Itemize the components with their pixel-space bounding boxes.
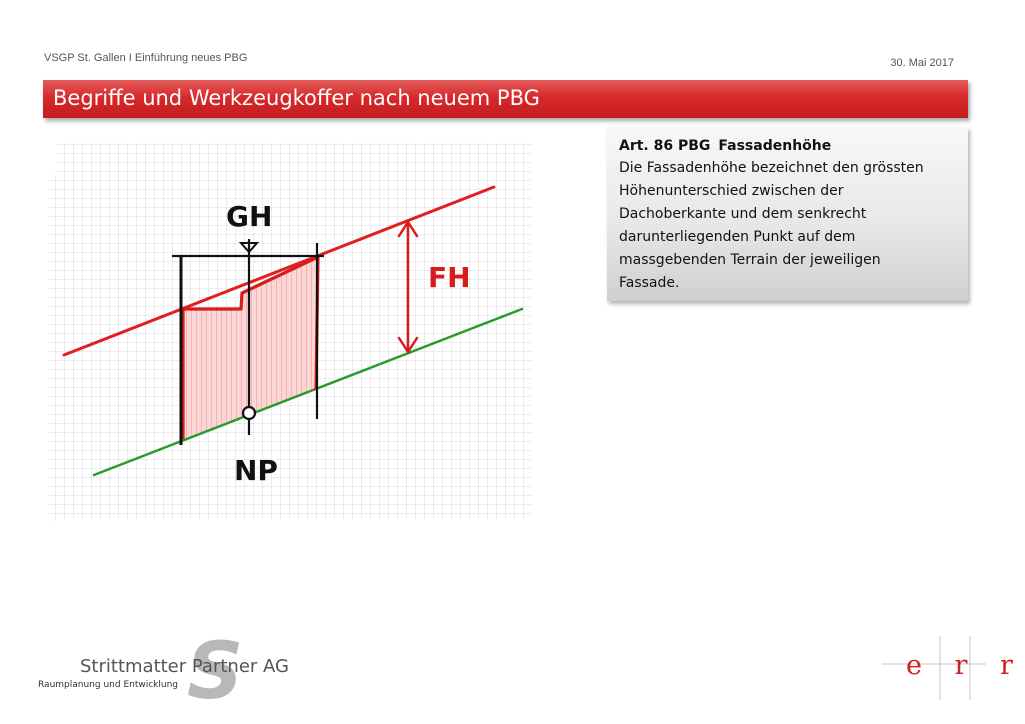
definition-line: Fassade. [619,275,680,291]
label-gh: GH [226,200,273,233]
term-name: Fassadenhöhe [718,138,832,154]
definition-title [619,135,958,157]
definition-line: massgebenden Terrain der jeweiligen [619,252,881,268]
company-name: Strittmatter Partner AG [80,656,289,677]
label-np: NP [234,454,278,487]
facade-height-sketch [46,135,536,525]
article-number: Art. 86 PBG [619,138,711,154]
grid-paper-left-strip [48,175,58,521]
title-bar [43,80,968,118]
definition-text [619,157,958,295]
definition-line: Höhenunterschied zwischen der [619,183,844,199]
sketch-svg [46,135,536,525]
definition-line: darunterliegenden Punkt auf dem [619,229,856,245]
definition-box [607,127,968,301]
err-logo-text: e r r [906,650,1025,681]
company-subtitle: Raumplanung und Entwicklung [38,680,179,690]
definition-line: Die Fassadenhöhe bezeichnet den grössten [619,160,924,176]
definition-line: Dachoberkante und dem senkrecht [619,206,867,222]
header-date: 30. Mai 2017 [890,57,954,69]
header-presentation-title: VSGP St. Gallen I Einführung neues PBG [44,52,248,64]
np-circle-icon [243,407,255,419]
label-fh: FH [428,261,471,294]
logo-letter: S [187,627,244,717]
slide-title: Begriffe und Werkzeugkoffer nach neuem PBG [53,86,540,110]
